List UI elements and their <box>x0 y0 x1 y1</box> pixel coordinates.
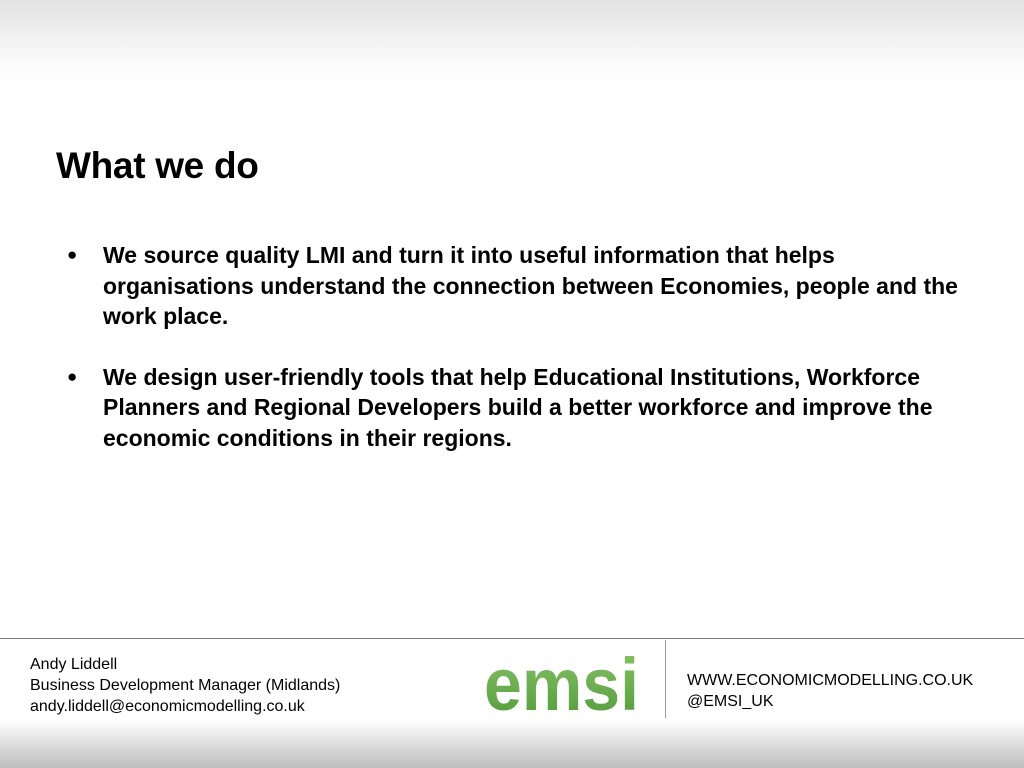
footer-vertical-divider <box>665 640 666 718</box>
website-link[interactable]: WWW.ECONOMICMODELLING.CO.UK <box>687 672 974 689</box>
twitter-handle[interactable]: @EMSI_UK <box>687 693 774 710</box>
contact-role: Business Development Manager (Midlands) <box>30 677 341 694</box>
slide-title: What we do <box>56 145 259 186</box>
bullet-dot-icon: ● <box>67 245 78 264</box>
footer-contact-block <box>30 654 340 717</box>
bullet-text: We source quality LMI and turn it into useful information that helps organisations understand the connection between Economies, people and the work place. <box>103 242 958 330</box>
footer-gradient-band <box>0 720 1024 768</box>
bullet-item <box>56 240 976 332</box>
bullet-dot-icon: ● <box>67 366 78 386</box>
bullet-text: We design user-friendly tools that help Educational Institutions, Workforce Planners and Regional Developers build a better workforce and improve the economic conditions in their regions. <box>103 363 933 451</box>
contact-email: andy.liddell@economicmodelling.co.uk <box>30 698 305 715</box>
contact-name: Andy Liddell <box>30 656 118 673</box>
emsi-logo-text: emsi <box>484 648 639 716</box>
emsi-logo-icon <box>484 648 644 716</box>
bullet-item <box>56 362 976 454</box>
footer-divider-line <box>0 638 1024 639</box>
header-gradient-band <box>0 0 1024 80</box>
footer-web-block <box>687 670 973 712</box>
bullet-list <box>56 240 976 484</box>
